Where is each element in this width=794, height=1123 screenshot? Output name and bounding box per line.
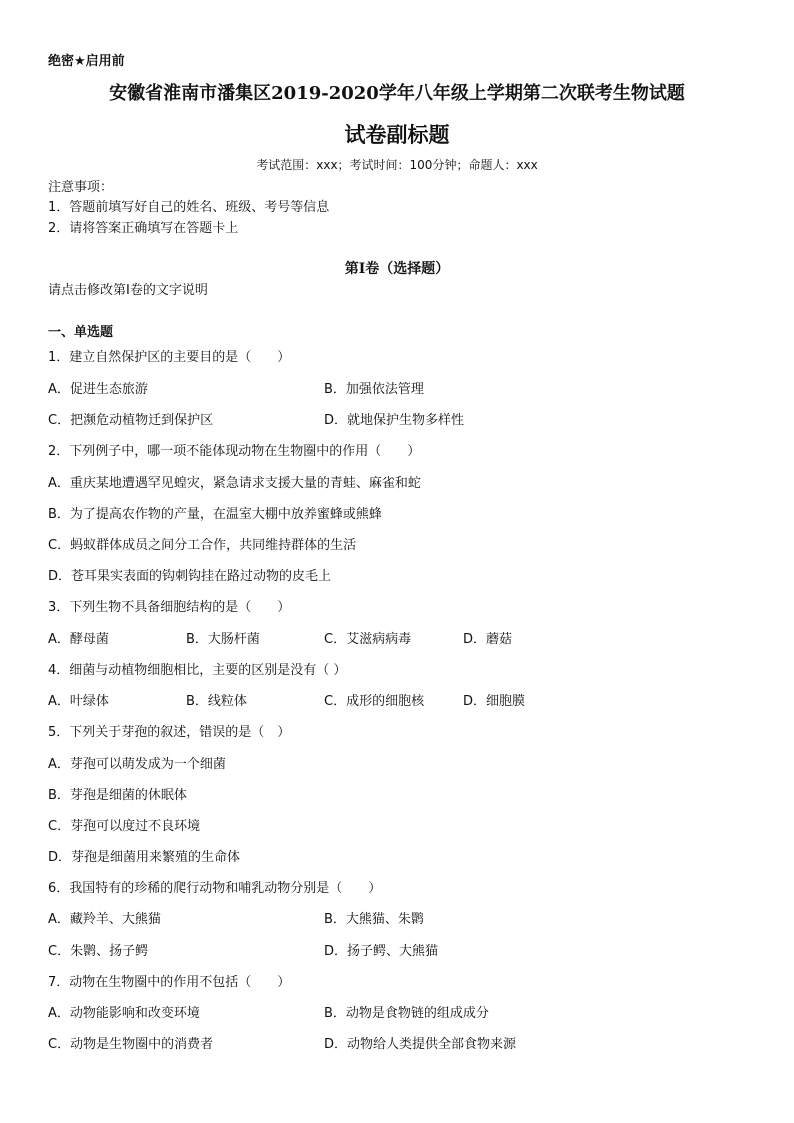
exam-title: 安徽省淮南市潘集区2019-2020学年八年级上学期第二次联考生物试题 [109, 83, 685, 104]
notice-item: 1．答题前填写好自己的姓名、班级、考号等信息 [48, 200, 330, 215]
section-title: 第I卷（选择题） [344, 261, 450, 277]
option-d: D．扬子鳄、大熊猫 [324, 944, 439, 959]
option-a: A．促进生态旅游 [48, 382, 148, 397]
question-stem: 4．细菌与动植物细胞相比，主要的区别是没有（ ） [48, 663, 347, 678]
question-stem: 3．下列生物不具备细胞结构的是（ ） [48, 600, 291, 615]
option-a: A．叶绿体 [48, 694, 109, 709]
option-b: B．加强依法管理 [324, 382, 424, 397]
option-d: D．蘑菇 [463, 632, 513, 647]
option-c: C．成形的细胞核 [324, 694, 425, 709]
option-b: B．线粒体 [186, 694, 247, 709]
question-stem: 2．下列例子中，哪一项不能体现动物在生物圈中的作用（ ） [48, 444, 421, 459]
question-stem: 6．我国特有的珍稀的爬行动物和哺乳动物分别是（ ） [48, 881, 382, 896]
option-a: A．酵母菌 [48, 632, 109, 647]
option-a: A．动物能影响和改变环境 [48, 1006, 200, 1021]
option-b: B．动物是食物链的组成成分 [324, 1006, 489, 1021]
option-b: B．大熊猫、朱鹮 [324, 912, 424, 927]
option-c: C．把濒危动植物迁到保护区 [48, 413, 214, 428]
option-d: D．细胞膜 [463, 694, 526, 709]
exam-subtitle: 试卷副标题 [344, 122, 450, 147]
question-stem: 5．下列关于芽孢的叙述，错误的是（ ） [48, 725, 291, 740]
option-d: D．苍耳果实表面的钩刺钩挂在路过动物的皮毛上 [48, 569, 332, 584]
question-stem: 1．建立自然保护区的主要目的是（ ） [48, 350, 291, 365]
option-d: D．芽孢是细菌用来繁殖的生命体 [48, 850, 241, 865]
notice-item: 2．请将答案正确填写在答题卡上 [48, 221, 239, 236]
notice-heading: 注意事项： [48, 180, 114, 195]
part-title: 一、单选题 [48, 325, 114, 340]
option-b: B．芽孢是细菌的休眠体 [48, 788, 187, 803]
option-b: B．大肠杆菌 [186, 632, 260, 647]
option-a: A．芽孢可以萌发成为一个细菌 [48, 757, 226, 772]
option-d: D．就地保护生物多样性 [324, 413, 465, 428]
question-stem: 7．动物在生物圈中的作用不包括（ ） [48, 975, 291, 990]
option-d: D．动物给人类提供全部食物来源 [324, 1037, 517, 1052]
option-c: C．艾滋病病毒 [324, 632, 412, 647]
confidential-mark: 绝密★启用前 [48, 54, 125, 69]
option-a: A．藏羚羊、大熊猫 [48, 912, 161, 927]
option-c: C．动物是生物圈中的消费者 [48, 1037, 214, 1052]
option-c: C．朱鹮、扬子鳄 [48, 944, 149, 959]
option-a: A．重庆某地遭遇罕见蝗灾，紧急请求支援大量的青蛙、麻雀和蛇 [48, 476, 421, 491]
exam-info: 考试范围：xxx；考试时间：100分钟；命题人：xxx [256, 158, 538, 172]
section-note: 请点击修改第I卷的文字说明 [48, 283, 208, 298]
option-b: B．为了提高农作物的产量，在温室大棚中放养蜜蜂或熊蜂 [48, 507, 382, 522]
option-c: C．蚂蚁群体成员之间分工合作，共同维持群体的生活 [48, 538, 357, 553]
option-c: C．芽孢可以度过不良环境 [48, 819, 201, 834]
